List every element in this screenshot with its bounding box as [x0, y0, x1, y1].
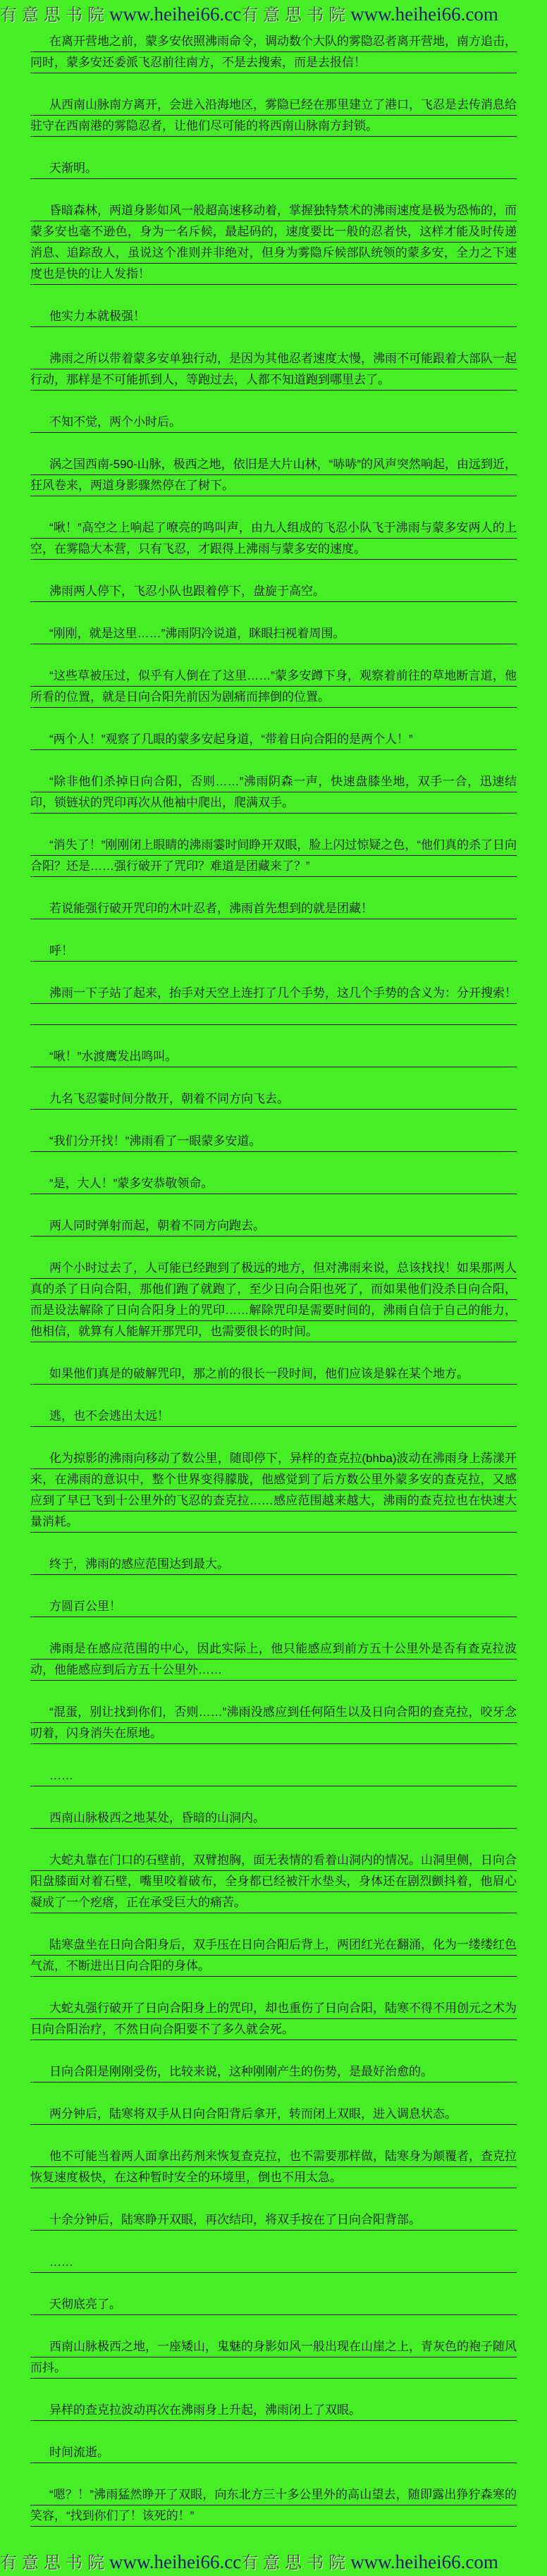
- paragraph: 他实力本就极强！: [30, 306, 517, 327]
- paragraph: 昏暗森林，两道身影如风一般超高速移动着，掌握独特禁术的沸雨速度是极为恐怖的，而蒙多安也毫不逊色，身为一名斥候，最起码的，速度要比一般的忍者快，这样才能及时传递消息、追踪敌人，虽说这个准则并非绝对，但身为雾隐斥候部队统领的蒙多安，全力之下速度也是快的让人发指！: [30, 200, 517, 285]
- paragraph: 天渐明。: [30, 158, 517, 179]
- paragraph: 天彻底亮了。: [30, 2294, 517, 2315]
- paragraph: 沸雨是在感应范围的中心，因此实际上，他只能感应到前方五十公里外是否有查克拉波动，他能感应到后方五十公里外……: [30, 1638, 517, 1681]
- paragraph: 大蛇丸强行破开了日向合阳身上的咒印，却也重伤了日向合阳，陆寒不得不用创元之术为日向合阳治疗，不然日向合阳要不了多久就会死。: [30, 1998, 517, 2040]
- paragraph: 沸雨一下子站了起来，抬手对天空上连打了几个手势，这几个手势的含义为：分开搜索！: [30, 983, 517, 1025]
- header-banner: [0, 0, 547, 28]
- paragraph: 从西南山脉南方离开，会进入沿海地区，雾隐已经在那里建立了港口，飞忍是去传消息给驻守在西南港的雾隐忍者，让他们尽可能的将西南山脉南方封锁。: [30, 94, 517, 137]
- paragraph: 若说能强行破开咒印的木叶忍者，沸雨首先想到的就是团藏！: [30, 898, 517, 919]
- site-url-text: www.heihei66.com: [350, 4, 498, 25]
- paragraph: “除非他们杀掉日向合阳，否则……”沸雨阴森一声，快速盘膝坐地，双手一合，迅速结印，锁链状的咒印再次从他袖中爬出，爬满双手。: [30, 771, 517, 814]
- paragraph: “啾！”高空之上响起了嘹亮的鸣叫声，由九人组成的飞忍小队飞于沸雨与蒙多安两人的上空，在雾隐大本营，只有飞忍，才跟得上沸雨与蒙多安的速度。: [30, 517, 517, 560]
- paragraph: “啾！”水渡鹰发出鸣叫。: [30, 1046, 517, 1067]
- site-name-text: 有意思书院: [0, 2554, 109, 2572]
- paragraph: 沸雨两人停下，飞忍小队也跟着停下，盘旋于高空。: [30, 581, 517, 602]
- paragraph: 时间流逝。: [30, 2442, 517, 2463]
- paragraph: 逃，也不会逃出太远！: [30, 1406, 517, 1427]
- paragraph: 化为掠影的沸雨向移动了数公里，随即停下，异样的查克拉(bhba)波动在沸雨身上荡漾开来，在沸雨的意识中，整个世界变得朦胧，他感觉到了后方数公里外蒙多安的查克拉，又感应到了早已飞到十公里外的飞忍的查克拉……感应范围越来越大，沸雨的查克拉也在快速大量消耗。: [30, 1448, 517, 1533]
- paragraph: “混蛋，别让找到你们，否则……”沸雨没感应到任何陌生以及日向合阳的查克拉，咬牙念叨着，闪身消失在原地。: [30, 1702, 517, 1744]
- paragraph: 呼！: [30, 940, 517, 962]
- paragraph: “我们分开找！”沸雨看了一眼蒙多安道。: [30, 1131, 517, 1152]
- paragraph: 异样的查克拉波动再次在沸雨身上升起，沸雨闭上了双眼。: [30, 2400, 517, 2421]
- paragraph: “刚刚，就是这里……”沸雨阴冷说道，眯眼扫视着周围。: [30, 623, 517, 644]
- paragraph: 陆寒盘坐在日向合阳身后，双手压在日向合阳后背上，两团红光在翻涌，化为一缕缕红色气流，不断进出日向合阳的身体。: [30, 1934, 517, 1977]
- paragraph: 九名飞忍霎时间分散开，朝着不同方向飞去。: [30, 1088, 517, 1110]
- paragraph: 西南山脉极西之地，一座矮山，鬼魅的身影如风一般出现在山崖之上，青灰色的袍子随风而抖。: [30, 2336, 517, 2379]
- site-name-text: 有意思书院: [241, 6, 351, 25]
- paragraph: 西南山脉极西之地某处，昏暗的山洞内。: [30, 1808, 517, 1829]
- paragraph: “这些草被压过，似乎有人倒在了这里……”蒙多安蹲下身，观察着前往的草地断言道，他所看的位置，就是日向合阳先前因为剧痛而摔倒的位置。: [30, 666, 517, 708]
- paragraph: 他不可能当着两人面拿出药剂来恢复查克拉，也不需要那样做，陆寒身为颠覆者，查克拉恢复速度极快，在这种暂时安全的环境里，倒也不用太急。: [30, 2146, 517, 2188]
- paragraph: 如果他们真是的破解咒印，那之前的很长一段时间，他们应该是躲在某个地方。: [30, 1363, 517, 1385]
- paragraph: 两个小时过去了，人可能已经跑到了极远的地方，但对沸雨来说，总该找找！如果那两人真的杀了日向合阳，那他们跑了就跑了，至少日向合阳也死了，而如果他们没杀日向合阳，而是设法解除了日向合阳身上的咒印……解除咒印是需要时间的，沸雨自信于自己的能力，他相信，就算有人能解开那咒印，也需要很长的时间。: [30, 1258, 517, 1342]
- paragraph: 日向合阳是刚刚受伤，比较来说，这种刚刚产生的伤势，是最好治愈的。: [30, 2061, 517, 2083]
- site-name-text: 有意思书院: [0, 6, 109, 25]
- paragraph: 在离开营地之前，蒙多安依照沸雨命令，调动数个大队的雾隐忍者离开营地，南方追击，同时，蒙多安还委派飞忍前往南方，不是去搜索，而是去报信！: [30, 31, 517, 73]
- site-url-text: www.heihei66.com: [350, 2551, 498, 2572]
- paragraph: ……: [30, 2252, 517, 2273]
- site-name-text: 有意思书院: [241, 2554, 351, 2572]
- paragraph: “消失了！”刚刚闭上眼睛的沸雨霎时间睁开双眼，脸上闪过惊疑之色，“他们真的杀了日向合阳？还是……强行破开了咒印？难道是团藏来了？”: [30, 835, 517, 877]
- paragraph: 不知不觉，两个小时后。: [30, 412, 517, 433]
- paragraph: 大蛇丸靠在门口的石壁前，双臂抱胸，面无表情的看着山洞内的情况。山洞里侧，日向合阳盘膝面对着石壁，嘴里咬着破布，全身都已经被汗水垫头，身体还在剧烈颤抖着，他眉心凝成了一个疙瘩，正在承受巨大的痛苦。: [30, 1850, 517, 1913]
- paragraph: ……: [30, 1765, 517, 1786]
- site-url-text: www.heihei66.cc: [109, 2551, 242, 2572]
- paragraph: 十余分钟后，陆寒睁开双眼，再次结印，将双手按在了日向合阳背部。: [30, 2209, 517, 2231]
- paragraph: 沸雨之所以带着蒙多安单独行动，是因为其他忍者速度太慢，沸雨不可能跟着大部队一起行动，那样是不可能抓到人，等跑过去，人都不知道跑到哪里去了。: [30, 348, 517, 391]
- paragraph: “是，大人！”蒙多安恭敬领命。: [30, 1173, 517, 1194]
- footer-banner: [0, 2548, 547, 2576]
- paragraph: 两分钟后，陆寒将双手从日向合阳背后拿开，转而闭上双眼，进入调息状态。: [30, 2104, 517, 2125]
- chapter-text: [30, 31, 517, 2548]
- paragraph: 终于，沸雨的感应范围达到最大。: [30, 1554, 517, 1575]
- paragraph: “嗯？！”沸雨猛然睁开了双眼，向东北方三十多公里外的高山望去，随即露出狰狞森寒的笑容，“找到你们了！该死的！”: [30, 2484, 517, 2527]
- paragraph: “两个人！”观察了几眼的蒙多安起身道，“带着日向合阳的是两个人！”: [30, 729, 517, 750]
- paragraph: 涡之国西南-590-山脉，极西之地，依旧是大片山林，“哧哧”的风声突然响起，由远到近，狂风卷来，两道身影骤然停在了树下。: [30, 454, 517, 496]
- paragraph: 方圆百公里！: [30, 1596, 517, 1617]
- site-url-text: www.heihei66.cc: [109, 4, 242, 25]
- paragraph: 两人同时弹射而起，朝着不同方向跑去。: [30, 1215, 517, 1237]
